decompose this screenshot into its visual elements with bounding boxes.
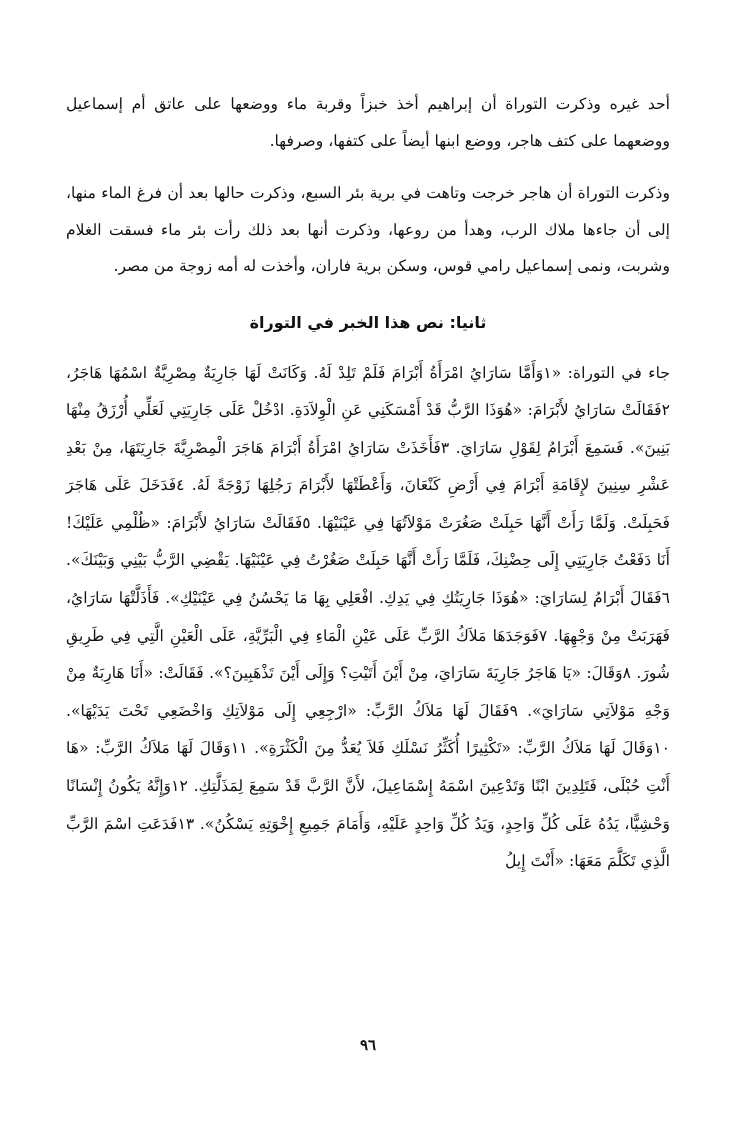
torah-quote: جاء في التوراة: «١وَأَمَّا سَارَايُ امْرَأَةُ أَبْرَامَ فَلَمْ تَلِدْ لَهُ. وَكَانَتْ لَهَا جَارِيَةٌ مِصْرِيَّةٌ اسْمُهَا هَاجَرُ، ٢فَقَالَتْ سَارَايُ لأَبْرَامَ: «هُوَذَا الرَّبُّ قَدْ أَمْسَكَنِي عَنِ الْوِلاَدَةِ. ادْخُلْ عَلَى جَارِيَتِي لَعَلِّي أُرْزَقُ مِنْهَا بَنِينَ». فَسَمِعَ أَبْرَامُ لِقَوْلِ سَارَايَ. ٣فَأَخَذَتْ سَارَايُ امْرَأَةُ أَبْرَامَ هَاجَرَ الْمِصْرِيَّةَ جَارِيَتَهَا، مِنْ بَعْدِ عَشْرِ سِنِينَ لإِقَامَةِ أَبْرَامَ فِي أَرْضِ كَنْعَانَ، وَأَعْطَتْهَا لأَبْرَامَ رَجُلِهَا زَوْجَةً لَهُ. ٤فَدَخَلَ عَلَى هَاجَرَ فَحَبِلَتْ. وَلَمَّا رَأَتْ أَنَّهَا حَبِلَتْ صَغُرَتْ مَوْلاَتُهَا فِي عَيْنَيْهَا. ٥فَقَالَتْ سَارَايُ لأَبْرَامَ: «ظُلْمِي عَلَيْكَ! أَنَا دَفَعْتُ جَارِيَتِي إِلَى حِضْنِكَ، فَلَمَّا رَأَتْ أَنَّهَا حَبِلَتْ صَغُرْتُ فِي عَيْنَيْهَا. يَقْضِي الرَّبُّ بَيْنِي وَبَيْنَكَ». ٦فَقَالَ أَبْرَامُ لِسَارَايَ: «هُوَذَا جَارِيَتُكِ فِي يَدِكِ. افْعَلِي بِهَا مَا يَحْسُنُ فِي عَيْنَيْكِ». فَأَذَلَّتْهَا سَارَايُ، فَهَرَبَتْ مِنْ وَجْهِهَا. ٧فَوَجَدَهَا مَلاَكُ الرَّبِّ عَلَى عَيْنِ الْمَاءِ فِي الْبَرِّيَّةِ، عَلَى الْعَيْنِ الَّتِي فِي طَرِيقِ شُورَ. ٨وَقَالَ: «يَا هَاجَرُ جَارِيَةَ سَارَايَ، مِنْ أَيْنَ أَتَيْتِ؟ وَإِلَى أَيْنَ تَذْهَبِينَ؟». فَقَالَتْ: «أَنَا هَارِبَةٌ مِنْ وَجْهِ مَوْلاَتِي سَارَايَ». ٩فَقَالَ لَهَا مَلاَكُ الرَّبِّ: «ارْجِعِي إِلَى مَوْلاَتِكِ وَاخْضَعِي تَحْتَ يَدَيْهَا». ١٠وَقَالَ لَهَا مَلاَكُ الرَّبِّ: «تَكْثِيرًا أُكَثِّرُ نَسْلَكِ فَلاَ يُعَدُّ مِنَ الْكَثْرَةِ». ١١وَقَالَ لَهَا مَلاَكُ الرَّبِّ: «هَا أَنْتِ حُبْلَى، فَتَلِدِينَ ابْنًا وَتَدْعِينَ اسْمَهُ إِسْمَاعِيلَ، لأَنَّ الرَّبَّ قَدْ سَمِعَ لِمَذَلَّتِكِ. ١٢وَإِنَّهُ يَكُونُ إِنْسَانًا وَحْشِيًّا، يَدُهُ عَلَى كُلِّ وَاحِدٍ، وَيَدُ كُلِّ وَاحِدٍ عَلَيْهِ، وَأَمَامَ جَمِيعِ إِخْوَتِهِ يَسْكُنُ». ١٣فَدَعَتِ اسْمَ الرَّبِّ الَّذِي تَكَلَّمَ مَعَهَا: «أَنْتَ إِيلُ [66,363,671,871]
page-body [66,86,670,881]
paragraph-2: وذكرت التوراة أن هاجر خرجت وتاهت في برية بئر السبع، وذكرت حالها بعد أن فرغ الماء منها، إلى أن جاءها ملاك الرب، وهدأ من روعها، وذكرت أنها بعد ذلك رأت بئر ماء فسقت الغلام وشربت، ونمى إسماعيل رامي قوس، وسكن برية فاران، وأخذت له أمه زوجة من مصر. [66,184,670,275]
paragraph-1: أحد غيره وذكرت التوراة أن إبراهيم أخذ خبزاً وقربة ماء ووضعها على عاتق أم إسماعيل ووضعهما على كتف هاجر، ووضع ابنها أيضاً على كتفها، وصرفها. [66,95,670,150]
section-heading: ثانيا: نص هذا الخبر في التوراة [249,312,487,332]
page-number: ٩٦ [359,1036,377,1054]
